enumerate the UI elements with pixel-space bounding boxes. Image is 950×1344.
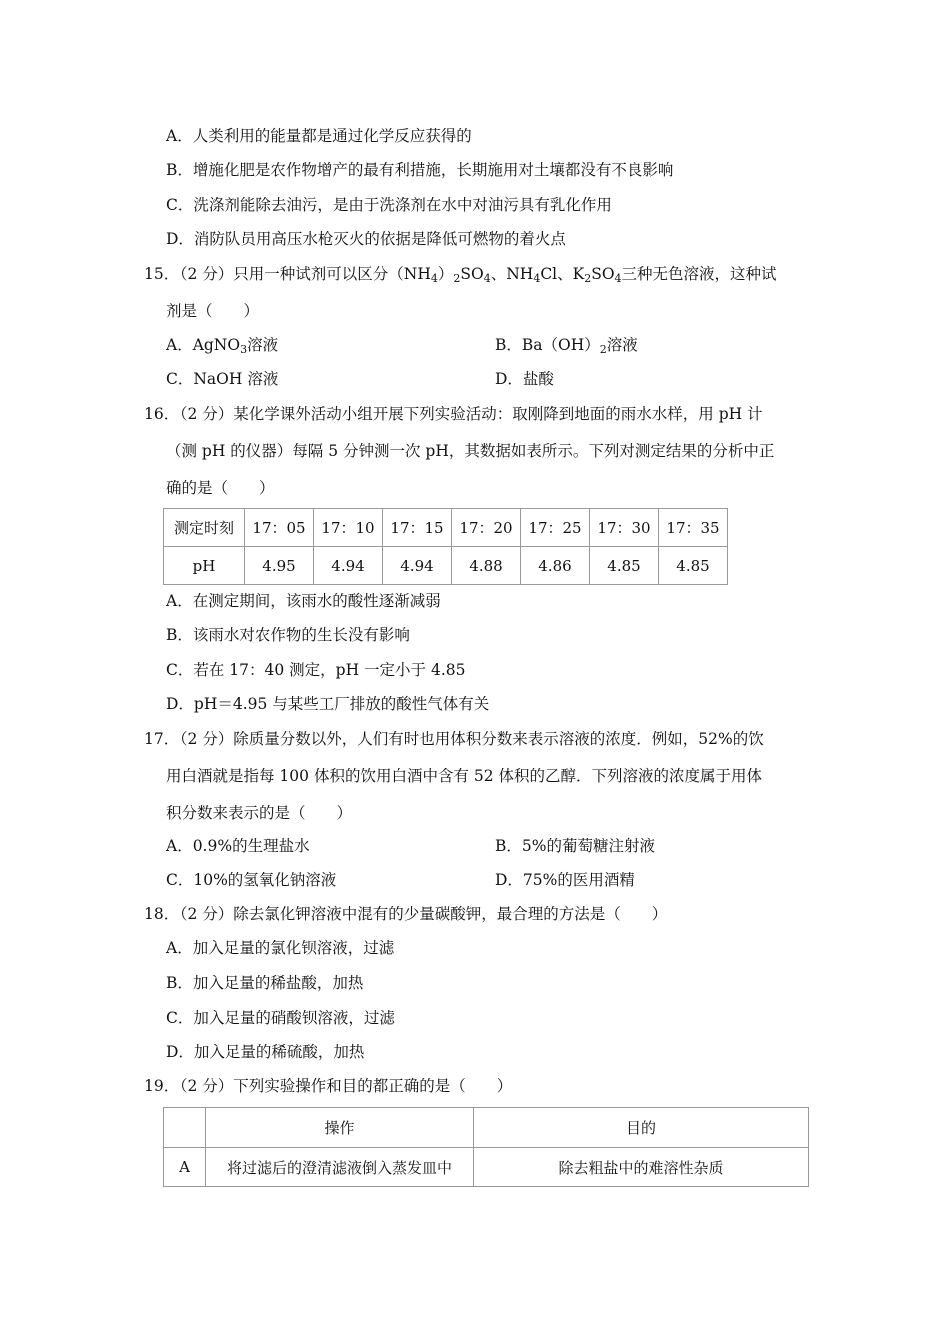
ph-table-time-cell: 17：10 — [314, 509, 383, 547]
q17-option-c: C．10%的氢氧化钠溶液 — [166, 871, 337, 889]
ph-table-value-cell: 4.85 — [659, 547, 728, 585]
q18-stem: （2 分）除去氯化钾溶液中混有的少量碳酸钾，最合理的方法是（ ） — [172, 905, 668, 923]
row-label: A — [164, 1148, 206, 1187]
ph-table-time-row — [164, 509, 728, 547]
ph-table-time-cell: 17：20 — [452, 509, 521, 547]
ph-table-value-cell: 4.94 — [314, 547, 383, 585]
ph-table-value-cell: 4.85 — [590, 547, 659, 585]
goal-header: 目的 — [474, 1108, 809, 1148]
q17-number: 17． — [144, 730, 180, 748]
q15-option-b: B．$Ba(OH)_2$溶液 — [495, 336, 638, 356]
q18-number: 18． — [144, 905, 180, 923]
q14-option-c: C．洗涤剂能除去油污，是由于洗涤剂在水中对油污具有乳化作用 — [166, 196, 612, 214]
q15-stem-line1: （2 分）只用一种试剂可以区分$(NH_4)_2SO_4$、$NH_4Cl$、$K_2SO_4$三种无色溶液，这种试 — [172, 265, 777, 285]
q16-stem-line1: （2 分）某化学课外活动小组开展下列实验活动：取刚降到地面的雨水水样，用 pH 计 — [172, 405, 763, 423]
q16-stem-line3: 确的是（ ） — [166, 479, 275, 497]
operation-table-row — [164, 1148, 809, 1187]
q16-option-b: B．该雨水对农作物的生长没有影响 — [166, 626, 410, 644]
q17-stem-line3: 积分数来表示的是（ ） — [166, 804, 353, 822]
q19-number: 19． — [144, 1077, 180, 1095]
ph-table-value-cell: 4.95 — [245, 547, 314, 585]
q17-stem-line1: （2 分）除质量分数以外，人们有时也用体积分数来表示溶液的浓度．例如，52%的饮 — [172, 730, 764, 748]
q18-option-d: D．加入足量的稀硫酸，加热 — [166, 1043, 365, 1061]
q14-option-d: D．消防队员用高压水枪灭火的依据是降低可燃物的着火点 — [166, 230, 566, 248]
operation-header: 操作 — [206, 1108, 474, 1148]
operation-table-header — [164, 1108, 809, 1148]
ph-table-time-cell: 17：35 — [659, 509, 728, 547]
ph-table-value-cell: 4.88 — [452, 547, 521, 585]
q19-stem: （2 分）下列实验操作和目的都正确的是（ ） — [172, 1077, 513, 1095]
q16-option-a: A．在测定期间，该雨水的酸性逐渐减弱 — [166, 592, 441, 610]
q16-option-c: C．若在 17：40 测定，pH 一定小于 4.85 — [166, 661, 466, 679]
operation-table — [163, 1107, 809, 1187]
ph-table-time-cell: 17：30 — [590, 509, 659, 547]
q18-option-a: A．加入足量的氯化钡溶液，过滤 — [166, 939, 395, 957]
q17-option-b: B．5%的葡萄糖注射液 — [495, 837, 655, 855]
q17-option-d: D．75%的医用酒精 — [495, 871, 635, 889]
q17-stem-line2: 用白酒就是指每 100 体积的饮用白酒中含有 52 体积的乙醇．下列溶液的浓度属于用体 — [166, 767, 763, 785]
ph-table-row2-label: pH — [164, 547, 245, 585]
q15-number: 15． — [144, 265, 180, 283]
ph-table-time-cell: 17：15 — [383, 509, 452, 547]
q14-option-a: A．人类利用的能量都是通过化学反应获得的 — [166, 127, 472, 145]
q18-option-c: C．加入足量的硝酸钡溶液，过滤 — [166, 1009, 395, 1027]
q16-option-d: D．pH＝4.95 与某些工厂排放的酸性气体有关 — [166, 695, 490, 713]
q15-option-c: C．NaOH 溶液 — [166, 370, 279, 388]
q16-number: 16． — [144, 405, 180, 423]
operation-table-corner — [164, 1108, 206, 1148]
ph-table-row1-label: 测定时刻 — [164, 509, 245, 547]
ph-table-value-cell: 4.86 — [521, 547, 590, 585]
q16-stem-line2: （测 pH 的仪器）每隔 5 分钟测一次 pH，其数据如表所示。下列对测定结果的分析中正 — [166, 442, 775, 460]
ph-data-table — [163, 508, 728, 585]
q15-stem-line2: 剂是（ ） — [166, 302, 260, 320]
operation-cell: 将过滤后的澄清滤液倒入蒸发皿中 — [206, 1148, 474, 1187]
ph-table-time-cell: 17：05 — [245, 509, 314, 547]
q15-option-d: D．盐酸 — [495, 370, 554, 388]
ph-table-time-cell: 17：25 — [521, 509, 590, 547]
q15-option-a: A．AgNO$_3$溶液 — [166, 336, 279, 356]
ph-table-value-cell: 4.94 — [383, 547, 452, 585]
ph-table-value-row — [164, 547, 728, 585]
q17-option-a: A．0.9%的生理盐水 — [166, 837, 310, 855]
goal-cell: 除去粗盐中的难溶性杂质 — [474, 1148, 809, 1187]
q18-option-b: B．加入足量的稀盐酸，加热 — [166, 974, 364, 992]
q14-option-b: B．增施化肥是农作物增产的最有利措施，长期施用对土壤都没有不良影响 — [166, 161, 674, 179]
